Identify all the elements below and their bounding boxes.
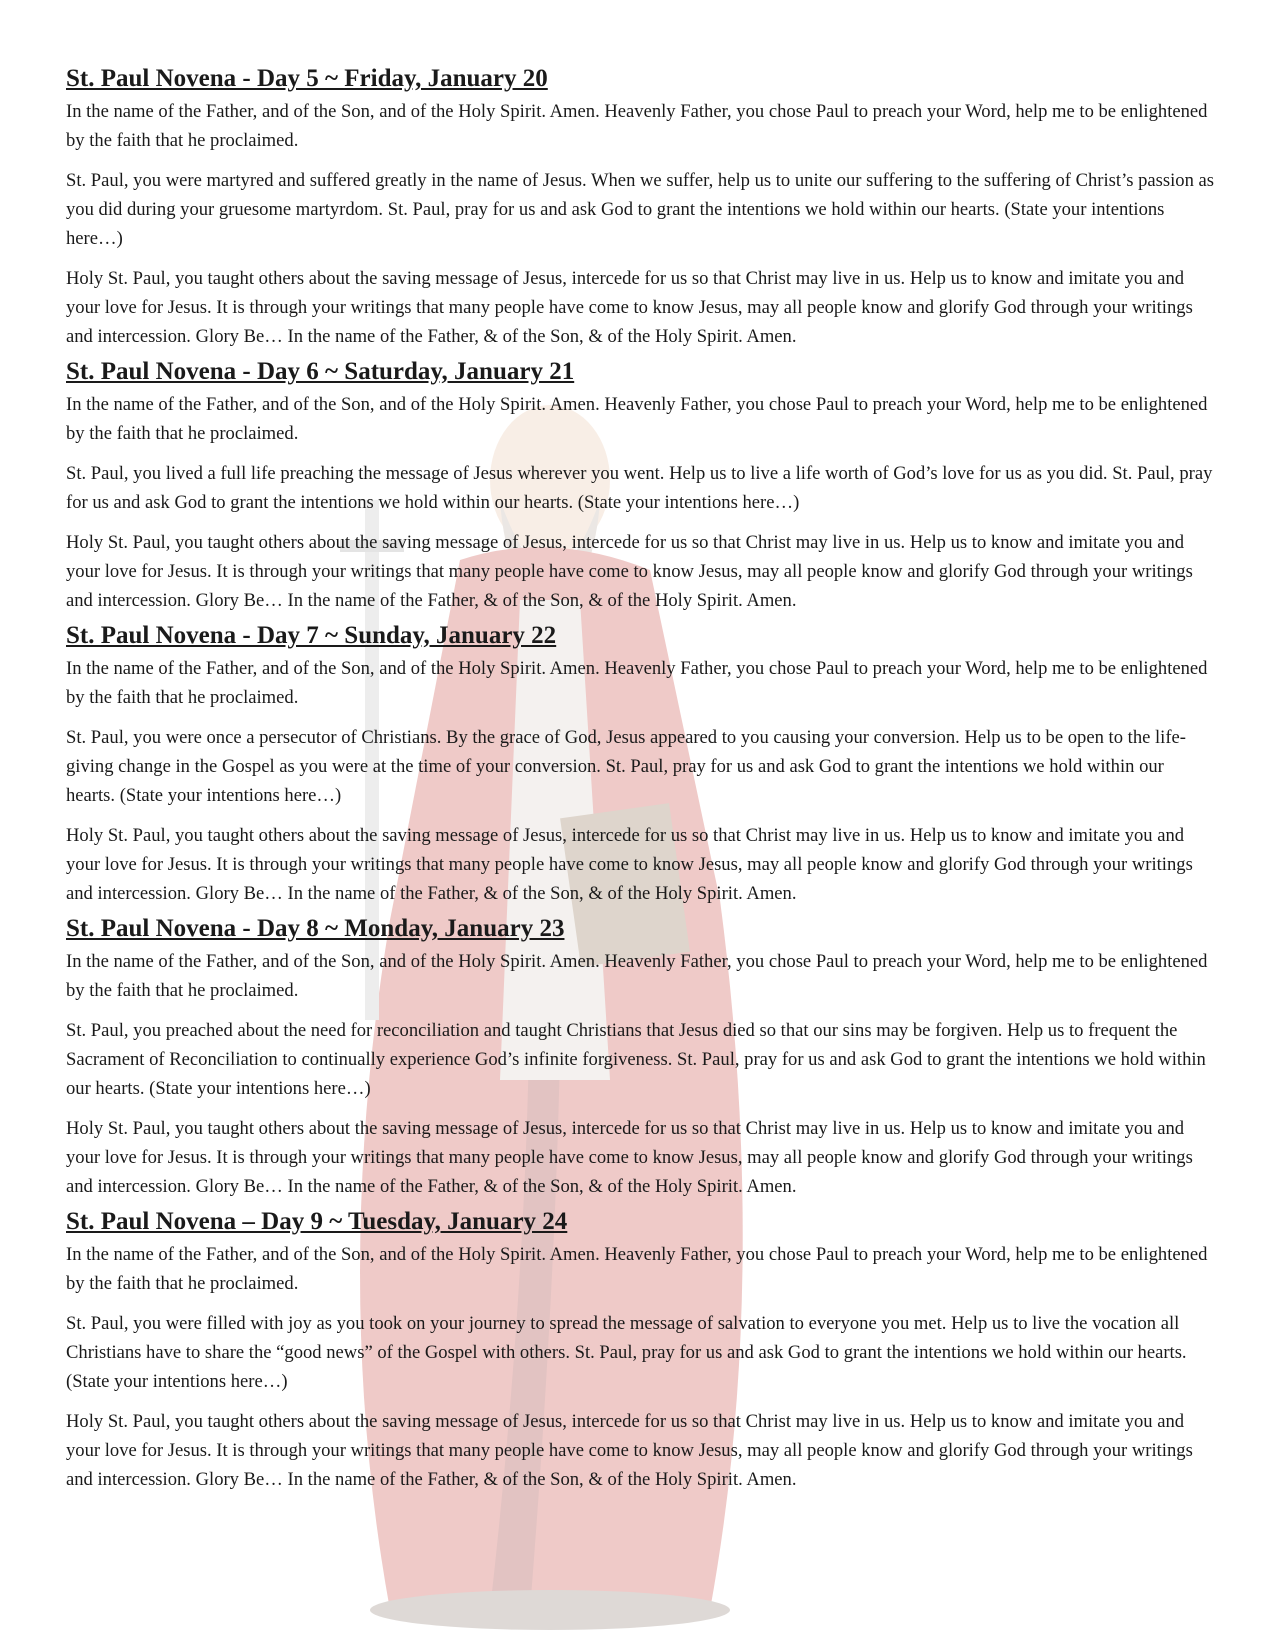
petition-prayer: St. Paul, you were once a persecutor of Christians. By the grace of God, Jesus appeared to you causing your conversion. Help us to be open to the life-giving change in the Gospel as you were at the time of your conversion. St. Paul, pray for us and ask God to grant the intentions we hold within our hearts. (State your intentions here…) bbox=[66, 727, 1186, 806]
statue-base bbox=[370, 1590, 730, 1630]
closing-prayer: Holy St. Paul, you taught others about the saving message of Jesus, intercede for us so that Christ may live in us. Help us to know and imitate you and your love for Jesus. It is through your writings that many people have come to know Jesus, may all people know and glorify God through your writings and intercession. Glory Be… In the name of the Father, & of the Son, & of the Holy Spirit. Amen. bbox=[66, 532, 1193, 611]
opening-prayer: In the name of the Father, and of the Son, and of the Holy Spirit. Amen. Heavenly Father, you chose Paul to preach your Word, help me to be enlightened by the faith that he proclaimed. bbox=[66, 658, 1208, 708]
day-7-section bbox=[66, 619, 1216, 908]
day-6-section bbox=[66, 355, 1216, 615]
day-9-section bbox=[66, 1205, 1216, 1494]
day-title: St. Paul Novena - Day 5 ~ Friday, January 20 bbox=[66, 65, 548, 92]
closing-prayer: Holy St. Paul, you taught others about the saving message of Jesus, intercede for us so that Christ may live in us. Help us to know and imitate you and your love for Jesus. It is through your writings that many people have come to know Jesus, may all people know and glorify God through your writings and intercession. Glory Be… In the name of the Father, & of the Son, & of the Holy Spirit. Amen. bbox=[66, 268, 1193, 347]
day-8-section bbox=[66, 912, 1216, 1201]
day-title: St. Paul Novena - Day 8 ~ Monday, January 23 bbox=[66, 915, 565, 942]
petition-prayer: St. Paul, you preached about the need for reconciliation and taught Christians that Jesus died so that our sins may be forgiven. Help us to frequent the Sacrament of Reconciliation to continually experience God’s infinite forgiveness. St. Paul, pray for us and ask God to grant the intentions we hold within our hearts. (State your intentions here…) bbox=[66, 1020, 1206, 1099]
day-title: St. Paul Novena - Day 7 ~ Sunday, January 22 bbox=[66, 622, 557, 649]
opening-prayer: In the name of the Father, and of the Son, and of the Holy Spirit. Amen. Heavenly Father, you chose Paul to preach your Word, help me to be enlightened by the faith that he proclaimed. bbox=[66, 394, 1208, 444]
day-5-section bbox=[66, 62, 1216, 351]
day-title: St. Paul Novena - Day 6 ~ Saturday, January 21 bbox=[66, 358, 575, 385]
petition-prayer: St. Paul, you were filled with joy as you took on your journey to spread the message of salvation to everyone you met. Help us to live the vocation all Christians have to share the “good news” of the Gospel with others. St. Paul, pray for us and ask God to grant the intentions we hold within our hearts. (State your intentions here…) bbox=[66, 1313, 1187, 1392]
novena-document bbox=[66, 62, 1216, 1498]
opening-prayer: In the name of the Father, and of the Son, and of the Holy Spirit. Amen. Heavenly Father, you chose Paul to preach your Word, help me to be enlightened by the faith that he proclaimed. bbox=[66, 101, 1208, 151]
opening-prayer: In the name of the Father, and of the Son, and of the Holy Spirit. Amen. Heavenly Father, you chose Paul to preach your Word, help me to be enlightened by the faith that he proclaimed. bbox=[66, 951, 1208, 1001]
opening-prayer: In the name of the Father, and of the Son, and of the Holy Spirit. Amen. Heavenly Father, you chose Paul to preach your Word, help me to be enlightened by the faith that he proclaimed. bbox=[66, 1244, 1208, 1294]
closing-prayer: Holy St. Paul, you taught others about the saving message of Jesus, intercede for us so that Christ may live in us. Help us to know and imitate you and your love for Jesus. It is through your writings that many people have come to know Jesus, may all people know and glorify God through your writings and intercession. Glory Be… In the name of the Father, & of the Son, & of the Holy Spirit. Amen. bbox=[66, 1118, 1193, 1197]
petition-prayer: St. Paul, you lived a full life preaching the message of Jesus wherever you went. Help us to live a life worth of God’s love for us as you did. St. Paul, pray for us and ask God to grant the intentions we hold within our hearts. (State your intentions here…) bbox=[66, 463, 1213, 513]
closing-prayer: Holy St. Paul, you taught others about the saving message of Jesus, intercede for us so that Christ may live in us. Help us to know and imitate you and your love for Jesus. It is through your writings that many people have come to know Jesus, may all people know and glorify God through your writings and intercession. Glory Be… In the name of the Father, & of the Son, & of the Holy Spirit. Amen. bbox=[66, 1411, 1193, 1490]
day-title: St. Paul Novena – Day 9 ~ Tuesday, January 24 bbox=[66, 1208, 568, 1235]
petition-prayer: St. Paul, you were martyred and suffered greatly in the name of Jesus. When we suffer, help us to unite our suffering to the suffering of Christ’s passion as you did during your gruesome martyrdom. St. Paul, pray for us and ask God to grant the intentions we hold within our hearts. (State your intentions here…) bbox=[66, 170, 1215, 249]
closing-prayer: Holy St. Paul, you taught others about the saving message of Jesus, intercede for us so that Christ may live in us. Help us to know and imitate you and your love for Jesus. It is through your writings that many people have come to know Jesus, may all people know and glorify God through your writings and intercession. Glory Be… In the name of the Father, & of the Son, & of the Holy Spirit. Amen. bbox=[66, 825, 1193, 904]
